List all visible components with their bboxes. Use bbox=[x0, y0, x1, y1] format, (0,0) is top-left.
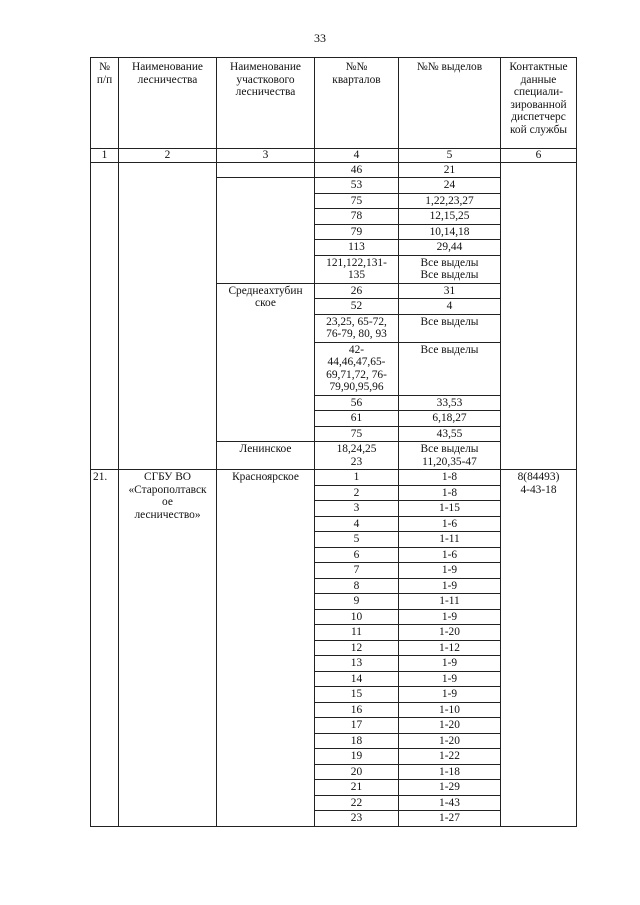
quarters-cell: 13 bbox=[315, 656, 399, 672]
quarters-cell: 16 bbox=[315, 702, 399, 718]
table-row bbox=[91, 470, 577, 486]
district-cell bbox=[217, 162, 315, 178]
quarters-cell: 75 bbox=[315, 426, 399, 442]
plots-cell: 1-20 bbox=[399, 733, 501, 749]
quarters-cell: 9 bbox=[315, 594, 399, 610]
plots-cell: 1-9 bbox=[399, 671, 501, 687]
quarters-cell: 113 bbox=[315, 240, 399, 256]
plots-cell: 1-10 bbox=[399, 702, 501, 718]
quarters-cell: 23 bbox=[315, 811, 399, 827]
quarters-cell: 78 bbox=[315, 209, 399, 225]
col-number: 1 bbox=[91, 149, 119, 163]
col-number: 4 bbox=[315, 149, 399, 163]
quarters-cell: 42- 44,46,47,65- 69,71,72, 76- 79,90,95,96 bbox=[315, 342, 399, 395]
plots-cell: 6,18,27 bbox=[399, 411, 501, 427]
quarters-cell: 15 bbox=[315, 687, 399, 703]
district-name: Среднеахтубин ское bbox=[217, 283, 315, 442]
quarters-cell: 6 bbox=[315, 547, 399, 563]
plots-cell: 1-6 bbox=[399, 547, 501, 563]
quarters-cell: 17 bbox=[315, 718, 399, 734]
quarters-cell: 12 bbox=[315, 640, 399, 656]
quarters-cell: 52 bbox=[315, 299, 399, 315]
plots-cell: 1-29 bbox=[399, 780, 501, 796]
plots-cell: 1-6 bbox=[399, 516, 501, 532]
col-number: 2 bbox=[119, 149, 217, 163]
page-number: 33 bbox=[314, 31, 326, 45]
quarters-cell: 19 bbox=[315, 749, 399, 765]
quarters-cell: 14 bbox=[315, 671, 399, 687]
plots-cell: 24 bbox=[399, 178, 501, 194]
contact-cell bbox=[501, 162, 577, 470]
header-district-forestry: Наименование участкового лесничества bbox=[217, 58, 315, 149]
quarters-cell: 4 bbox=[315, 516, 399, 532]
plots-cell: 1-9 bbox=[399, 609, 501, 625]
quarters-cell: 21 bbox=[315, 780, 399, 796]
quarters-cell: 121,122,131- 135 bbox=[315, 255, 399, 283]
plots-cell: 1-8 bbox=[399, 485, 501, 501]
quarters-cell: 22 bbox=[315, 795, 399, 811]
quarters-cell: 7 bbox=[315, 563, 399, 579]
plots-cell: 31 bbox=[399, 283, 501, 299]
quarters-cell: 1 bbox=[315, 470, 399, 486]
plots-cell: 1-12 bbox=[399, 640, 501, 656]
quarters-cell: 75 bbox=[315, 193, 399, 209]
header-contacts: Контактные данные специали- зированной диспетчерс кой службы bbox=[501, 58, 577, 149]
plots-cell: 1-11 bbox=[399, 532, 501, 548]
quarters-cell: 2 bbox=[315, 485, 399, 501]
plots-cell: 1-15 bbox=[399, 501, 501, 517]
district-name: Красноярское bbox=[217, 470, 315, 827]
plots-cell: 1-9 bbox=[399, 563, 501, 579]
quarters-cell: 18,24,25 23 bbox=[315, 442, 399, 470]
header-num: № п/п bbox=[91, 58, 119, 149]
plots-cell: 1-27 bbox=[399, 811, 501, 827]
district-cell bbox=[217, 178, 315, 284]
forestry-cell bbox=[119, 162, 217, 470]
forestry-table bbox=[90, 57, 577, 827]
plots-cell: 33,53 bbox=[399, 395, 501, 411]
plots-cell: 1-9 bbox=[399, 656, 501, 672]
forestry-name: СГБУ ВО «Старополтавск ое лесничество» bbox=[119, 470, 217, 827]
entry-number: 21. bbox=[91, 470, 119, 827]
plots-cell: 4 bbox=[399, 299, 501, 315]
header-row bbox=[91, 58, 577, 149]
quarters-cell: 8 bbox=[315, 578, 399, 594]
plots-cell: 1-22 bbox=[399, 749, 501, 765]
quarters-cell: 61 bbox=[315, 411, 399, 427]
plots-cell: 12,15,25 bbox=[399, 209, 501, 225]
plots-cell: Все выделы bbox=[399, 314, 501, 342]
plots-cell: 10,14,18 bbox=[399, 224, 501, 240]
plots-cell: 1-9 bbox=[399, 687, 501, 703]
table-row bbox=[91, 162, 577, 178]
quarters-cell: 53 bbox=[315, 178, 399, 194]
quarters-cell: 10 bbox=[315, 609, 399, 625]
col-number: 3 bbox=[217, 149, 315, 163]
contact-cell: 8(84493) 4-43-18 bbox=[501, 470, 577, 827]
plots-cell: Все выделы 11,20,35-47 bbox=[399, 442, 501, 470]
header-number-row bbox=[91, 149, 577, 163]
quarters-cell: 3 bbox=[315, 501, 399, 517]
plots-cell: Все выделы bbox=[399, 342, 501, 395]
quarters-cell: 11 bbox=[315, 625, 399, 641]
quarters-cell: 20 bbox=[315, 764, 399, 780]
plots-cell: Все выделы Все выделы bbox=[399, 255, 501, 283]
quarters-cell: 46 bbox=[315, 162, 399, 178]
plots-cell: 21 bbox=[399, 162, 501, 178]
plots-cell: 1-9 bbox=[399, 578, 501, 594]
plots-cell: 1-8 bbox=[399, 470, 501, 486]
plots-cell: 29,44 bbox=[399, 240, 501, 256]
col-number: 5 bbox=[399, 149, 501, 163]
quarters-cell: 5 bbox=[315, 532, 399, 548]
num-cell bbox=[91, 162, 119, 470]
header-plots: №№ выделов bbox=[399, 58, 501, 149]
plots-cell: 1-20 bbox=[399, 625, 501, 641]
quarters-cell: 79 bbox=[315, 224, 399, 240]
plots-cell: 1-20 bbox=[399, 718, 501, 734]
col-number: 6 bbox=[501, 149, 577, 163]
quarters-cell: 18 bbox=[315, 733, 399, 749]
plots-cell: 1-11 bbox=[399, 594, 501, 610]
quarters-cell: 56 bbox=[315, 395, 399, 411]
plots-cell: 1-43 bbox=[399, 795, 501, 811]
header-quarters: №№ кварталов bbox=[315, 58, 399, 149]
district-name: Ленинское bbox=[217, 442, 315, 470]
quarters-cell: 26 bbox=[315, 283, 399, 299]
plots-cell: 1,22,23,27 bbox=[399, 193, 501, 209]
plots-cell: 1-18 bbox=[399, 764, 501, 780]
quarters-cell: 23,25, 65-72, 76-79, 80, 93 bbox=[315, 314, 399, 342]
plots-cell: 43,55 bbox=[399, 426, 501, 442]
header-forestry: Наименование лесничества bbox=[119, 58, 217, 149]
